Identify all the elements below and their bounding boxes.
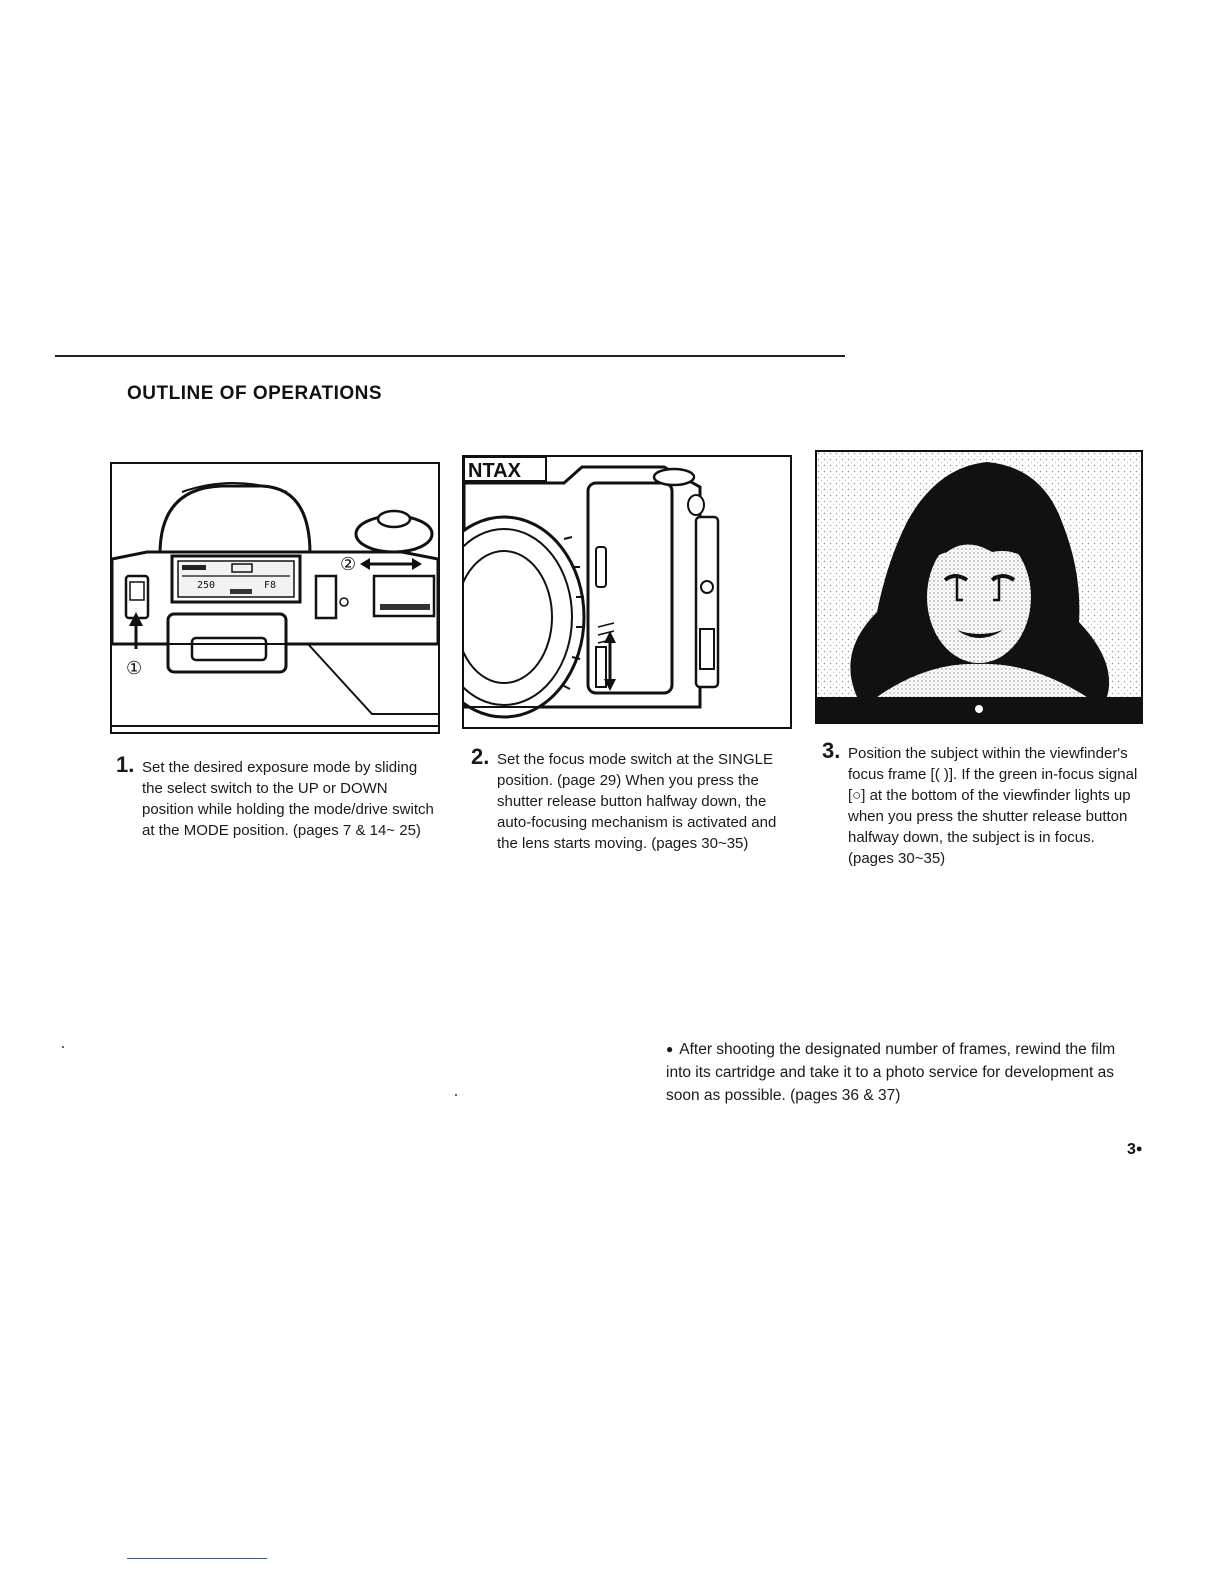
figure-camera-top-panel xyxy=(110,462,440,734)
svg-text:F8: F8 xyxy=(264,580,277,591)
figure-viewfinder-portrait xyxy=(815,450,1143,724)
step-3 xyxy=(822,738,1138,869)
top-rule xyxy=(55,355,845,357)
note-text: After shooting the designated number of frames, rewind the film into its cartridge and take it to a photo service for development as soon as possible. (pages 36 & 37) xyxy=(666,1041,1116,1104)
camera-brand-text: NTAX xyxy=(468,460,521,482)
step-text: Position the subject within the viewfinder's focus frame [( )]. If the green in-focus signal [○] at the bottom of the viewfinder lights up when you press the shutter release button halfway down, the subject is in focus. (pages 30~35) xyxy=(848,745,1138,867)
rewind-note xyxy=(666,1038,1141,1107)
marker-1: ① xyxy=(126,658,143,679)
step-text: Set the desired exposure mode by sliding the select switch to the UP or DOWN position while holding the mode/drive switch at the MODE position. (pages 7 & 14~ 25) xyxy=(142,759,434,839)
step-number: 3. xyxy=(822,738,841,763)
step-number: 1. xyxy=(116,752,135,777)
bottom-rule xyxy=(127,1558,267,1559)
step-1 xyxy=(116,752,437,841)
page-dot-icon: ● xyxy=(1135,1143,1143,1155)
section-title: OUTLINE OF OPERATIONS xyxy=(127,383,383,404)
scan-speck xyxy=(62,1046,64,1048)
bullet-icon: ● xyxy=(666,1042,674,1056)
marker-2: ② xyxy=(340,554,357,575)
camera-top-illustration xyxy=(112,464,438,732)
step-2 xyxy=(471,744,787,854)
camera-side-illustration xyxy=(464,457,790,727)
step-text: Set the focus mode switch at the SINGLE position. (page 29) When you press the shutter release button halfway down, the auto-focusing mechanism is activated and the lens starts moving. (pages 30~35) xyxy=(497,751,777,852)
scan-speck xyxy=(455,1094,457,1096)
page-number-value: 3 xyxy=(1127,1141,1136,1158)
page-number xyxy=(1127,1141,1143,1159)
svg-text:250: 250 xyxy=(197,580,216,591)
figure-camera-focus-switch xyxy=(462,455,792,729)
step-number: 2. xyxy=(471,744,490,769)
viewfinder-photo-illustration xyxy=(817,452,1141,722)
